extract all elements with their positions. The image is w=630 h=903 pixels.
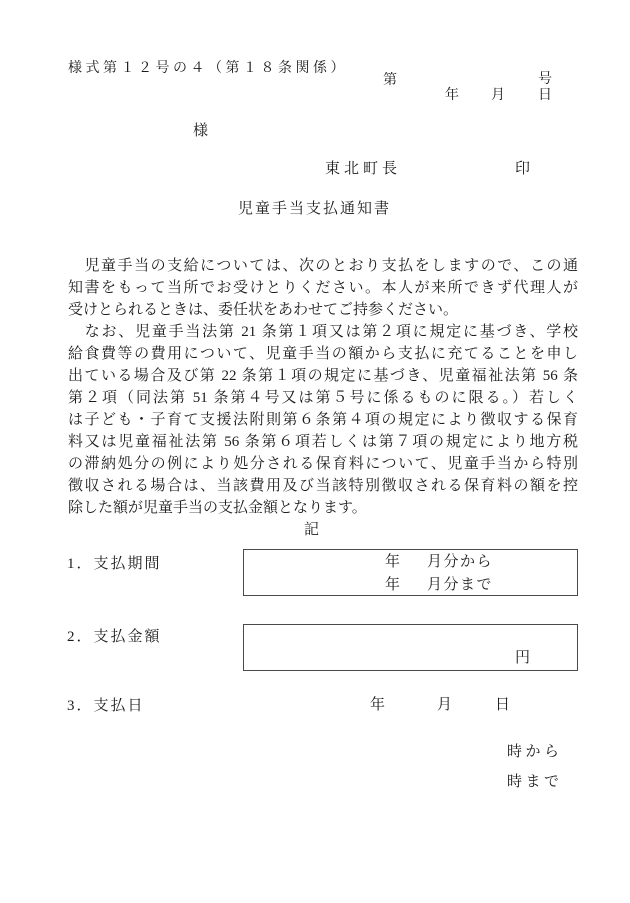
seal-mark: 印 — [515, 161, 531, 177]
time-to-label: 時まで — [507, 774, 563, 790]
body-line: 出ている場合及び第 22 条第１項の規定に基づき、児童福祉法第 56 条 — [68, 368, 578, 384]
payment-period-box — [243, 549, 578, 596]
payment-period-label: 1．支払期間 — [67, 556, 162, 572]
body-line: の滞納処分の例により処分される保育料について、児童手当から特別 — [68, 456, 578, 472]
body-line: 給食費等の費用について、児童手当の額から支払に充てることを申し — [68, 346, 578, 362]
payment-date-day-label: 日 — [495, 697, 511, 713]
body-line: 除した額が児童手当の支払金額となります。 — [68, 500, 367, 516]
body-line: 料又は児童福祉法第 56 条第６項若しくは第７項の規定により地方税 — [68, 434, 578, 450]
document-title: 児童手当支払通知書 — [238, 201, 392, 217]
payment-date-label: 3．支払日 — [67, 698, 145, 714]
period-from-year-label: 年 — [385, 554, 401, 570]
issuer-name: 東北町長 — [325, 161, 402, 177]
doc-number-suffix: 号 — [538, 72, 552, 87]
form-number: 様式第１２号の４（第１８条関係） — [68, 61, 348, 76]
payment-date-month-label: 月 — [437, 697, 453, 713]
yen-unit-label: 円 — [515, 650, 531, 666]
body-paragraphs — [68, 255, 578, 519]
date-year-label: 年 — [445, 88, 459, 103]
period-from-month-label: 月分から — [427, 554, 494, 570]
doc-number-prefix: 第 — [383, 73, 397, 88]
addressee-suffix: 様 — [193, 123, 209, 139]
body-line: は子ども・子育て支援法附則第６条第４項の規定により徴収する保育 — [68, 412, 578, 428]
time-from-label: 時から — [507, 744, 563, 760]
period-to-month-label: 月分まで — [427, 577, 494, 593]
date-day-label: 日 — [538, 88, 552, 103]
payment-amount-label: 2．支払金額 — [67, 629, 162, 645]
date-month-label: 月 — [491, 88, 505, 103]
body-line: 受けとられるときは、委任状をあわせてご持参ください。 — [68, 302, 459, 318]
payment-amount-box — [243, 624, 578, 671]
body-line: なお、児童手当法第 21 条第１項又は第２項に規定に基づき、学校 — [68, 324, 578, 340]
payment-date-year-label: 年 — [370, 697, 386, 713]
ki-heading: 記 — [304, 522, 320, 538]
body-line: 児童手当の支給については、次のとおり支払をしますので、この通 — [68, 258, 578, 274]
period-to-year-label: 年 — [385, 577, 401, 593]
body-line: 第２項（同法第 51 条第４号又は第５号に係るものに限る。）若しく — [68, 390, 578, 406]
body-line: 徴収される場合は、当該費用及び当該特別徴収される保育料の額を控 — [68, 478, 578, 494]
body-line: 知書をもって当所でお受けとりください。本人が来所できず代理人が — [68, 280, 578, 296]
